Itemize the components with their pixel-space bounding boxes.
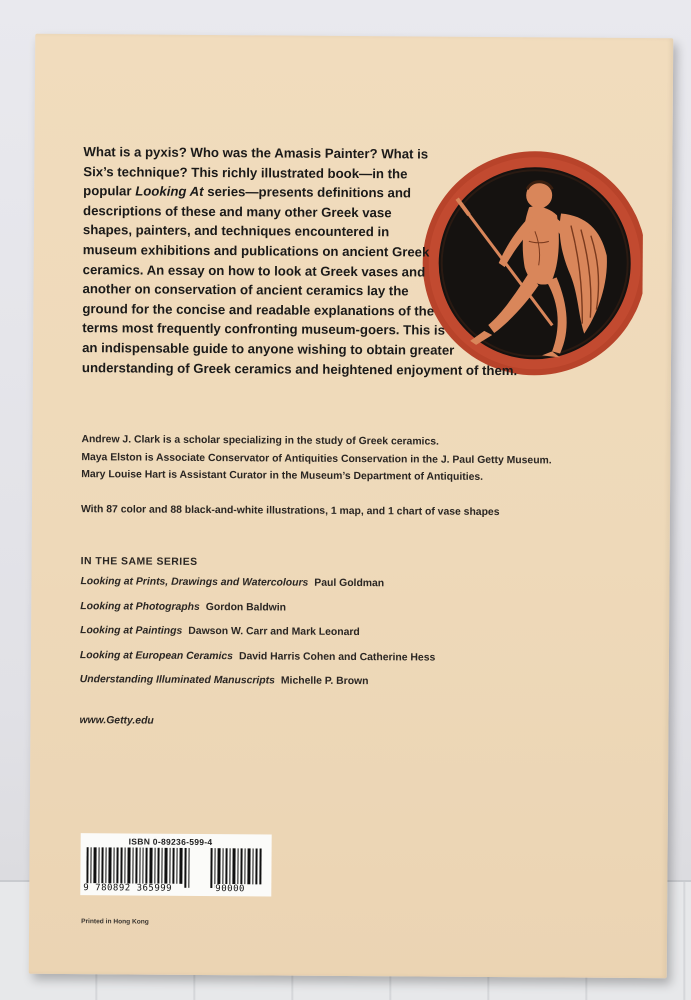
series-title: Understanding Illuminated Manuscripts	[79, 674, 275, 687]
series-title: Looking at Prints, Drawings and Watercolours	[80, 576, 309, 589]
barcode-label	[80, 833, 271, 896]
author-bio-elston: Maya Elston is Associate Conservator of Antiquities Conservation in the J. Paul Getty Museum.	[81, 451, 552, 466]
blurb-series-name: Looking At	[135, 183, 204, 200]
series-title: Looking at European Ceramics	[79, 649, 234, 662]
list-item	[80, 674, 660, 703]
series-title: Looking at Photographs	[80, 600, 200, 613]
series-author: Michelle P. Brown	[280, 675, 369, 688]
book-back-cover	[29, 34, 674, 978]
barcode-digits-addon: 90000	[215, 884, 245, 895]
author-bio-hart: Mary Louise Hart is Assistant Curator in the Museum’s Department of Antiquities.	[81, 469, 484, 484]
series-author: David Harris Cohen and Catherine Hess	[238, 651, 436, 664]
isbn-text: ISBN 0-89236-599-4	[128, 836, 213, 848]
barcode-bars	[86, 847, 266, 888]
author-bio-clark: Andrew J. Clark is a scholar specializing in the study of Greek ceramics.	[81, 434, 439, 448]
series-author: Gordon Baldwin	[205, 601, 287, 614]
series-author: Dawson W. Carr and Mark Leonard	[188, 626, 360, 639]
blurb-text-start: What is a pyxis? Who was the Amasis Painter? What is Six’s technique? This richly illustrated book—in the popular	[83, 144, 429, 199]
cover-blurb	[82, 142, 644, 386]
series-title: Looking at Paintings	[80, 625, 183, 638]
same-series-list	[80, 556, 661, 703]
barcode-digits-main: 9 780892 365999	[83, 883, 173, 894]
blurb-text-end: series—presents definitions and descriptions of these and many other Greek vase shapes, painters, and techniques encountered in museum exhibitions and publications on ancient Greek ceramics. An essay on how to look at Greek vases and another on conservation of ancient ceramics lay the ground for the concise and readable explanations of the terms most frequently confronting museum-goers. This is an indispensable guide to anyone wishing to obtain greater understanding of Greek ceramics and heightened enjoyment of them.	[81, 184, 518, 378]
printed-in-note: Printed in Hong Kong	[81, 918, 149, 926]
author-bios	[81, 431, 661, 488]
illustrations-note: With 87 color and 88 black-and-white illustrations, 1 map, and 1 chart of vase shapes	[80, 504, 500, 519]
series-heading: IN THE SAME SERIES	[80, 556, 198, 568]
series-author: Paul Goldman	[314, 577, 385, 590]
website-url: www.Getty.edu	[79, 715, 154, 727]
